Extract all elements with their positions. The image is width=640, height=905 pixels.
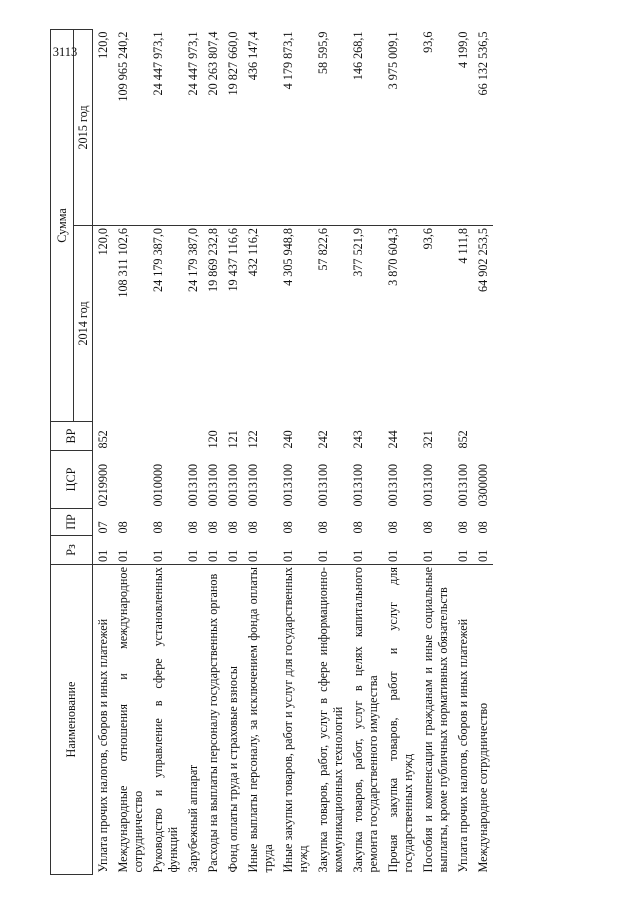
row-2014-cell: 120,0 <box>93 226 114 422</box>
row-name-cell: Зарубежный аппарат <box>183 565 203 875</box>
row-csr-cell: 0013100 <box>226 463 240 507</box>
row-name-cell: Международное сотрудничество <box>473 565 493 875</box>
header-name: Наименование <box>51 565 93 875</box>
row-2015-cell: 4 179 873,1 <box>281 31 295 90</box>
header-csr: ЦСР <box>51 451 93 509</box>
rotated-page <box>50 30 590 875</box>
table-header-row <box>51 29 74 874</box>
row-vr-cell <box>473 422 493 451</box>
row-vr-cell <box>113 422 148 451</box>
row-csr-cell: 0013100 <box>281 463 295 507</box>
row-vr-cell: 852 <box>96 430 110 449</box>
row-2015-cell: 19 827 660,0 <box>226 31 240 96</box>
row-vr-cell: 244 <box>386 430 400 449</box>
row-2015-cell: 146 268,1 <box>351 31 365 81</box>
header-vr: ВР <box>51 422 93 451</box>
row-rz-cell: 01 <box>116 549 130 562</box>
row-2015-cell: 436 147,4 <box>246 31 260 81</box>
table-row <box>313 29 348 874</box>
row-name-cell: Закупка товаров, работ, услуг в целях капитального ремонта государственного имущества <box>348 565 383 875</box>
row-2014-cell: 19 437 116,6 <box>223 226 243 422</box>
row-csr-cell <box>113 451 148 509</box>
table-row <box>148 29 183 874</box>
row-csr-cell: 0013100 <box>246 463 260 507</box>
row-vr-cell <box>183 422 203 451</box>
row-vr-cell: 321 <box>421 430 435 449</box>
row-csr-cell: 0013100 <box>421 463 435 507</box>
row-rz-cell: 01 <box>476 549 490 562</box>
table-row <box>93 29 114 874</box>
budget-table <box>50 29 493 875</box>
row-csr-cell: 0010000 <box>151 463 165 507</box>
row-pr-cell: 07 <box>96 521 110 534</box>
row-pr-cell: 08 <box>351 521 365 534</box>
row-name-cell: Руководство и управление в сфере установленных функций <box>148 565 183 875</box>
table-row <box>243 29 278 874</box>
row-rz-cell: 01 <box>386 549 400 562</box>
row-pr-cell: 08 <box>421 521 435 534</box>
row-rz-cell: 01 <box>226 549 240 562</box>
row-csr-cell: 0013100 <box>386 463 400 507</box>
row-2014-cell: 57 822,6 <box>313 226 348 422</box>
row-pr-cell: 08 <box>456 521 470 534</box>
row-rz-cell: 01 <box>456 549 470 562</box>
row-csr-cell: 0013100 <box>206 463 220 507</box>
row-2015-cell: 3 975 009,1 <box>386 31 400 90</box>
row-2015-cell: 4 199,0 <box>456 31 470 69</box>
row-2015-cell: 24 447 973,1 <box>151 31 165 96</box>
row-vr-cell: 852 <box>456 430 470 449</box>
row-csr-cell: 0013100 <box>316 463 330 507</box>
page-number: 3113 <box>52 45 78 59</box>
row-2014-cell: 432 116,2 <box>243 226 278 422</box>
row-pr-cell: 08 <box>476 521 490 534</box>
table-row <box>383 29 418 874</box>
row-2015-cell: 109 965 240,2 <box>116 31 130 102</box>
table-row <box>473 29 493 874</box>
row-csr-cell: 0013100 <box>186 463 200 507</box>
row-2015-cell: 58 595,9 <box>316 31 330 75</box>
row-rz-cell: 01 <box>316 549 330 562</box>
row-rz-cell: 01 <box>281 549 295 562</box>
row-name-cell: Иные выплаты персоналу, за исключением фонда оплаты труда <box>243 565 278 875</box>
row-name-cell: Уплата прочих налогов, сборов и иных платежей <box>453 565 473 875</box>
row-rz-cell: 01 <box>206 549 220 562</box>
row-pr-cell: 08 <box>116 521 130 534</box>
row-vr-cell: 121 <box>226 430 240 449</box>
row-vr-cell: 242 <box>316 430 330 449</box>
header-year-2015: 2015 год <box>74 29 93 225</box>
row-name-cell: Пособия и компенсации гражданам и иные социальные выплаты, кроме публичных нормативных обязательств <box>418 565 453 875</box>
row-name-cell: Прочая закупка товаров, работ и услуг для государственных нужд <box>383 565 418 875</box>
row-2014-cell: 64 902 253,5 <box>473 226 493 422</box>
table-body <box>93 29 494 874</box>
row-2015-cell: 66 132 536,5 <box>476 31 490 96</box>
row-pr-cell: 08 <box>246 521 260 534</box>
row-rz-cell: 01 <box>96 549 110 562</box>
row-vr-cell: 243 <box>351 430 365 449</box>
table-row <box>113 29 148 874</box>
row-name-cell: Уплата прочих налогов, сборов и иных платежей <box>93 565 114 875</box>
row-pr-cell: 08 <box>281 521 295 534</box>
row-name-cell: Иные закупки товаров, работ и услуг для государственных нужд <box>278 565 313 875</box>
row-2014-cell: 19 869 232,8 <box>203 226 223 422</box>
row-vr-cell: 240 <box>281 430 295 449</box>
row-pr-cell: 08 <box>386 521 400 534</box>
row-pr-cell: 08 <box>316 521 330 534</box>
row-pr-cell: 08 <box>151 521 165 534</box>
row-csr-cell: 0013100 <box>351 463 365 507</box>
table-row <box>278 29 313 874</box>
row-pr-cell: 08 <box>206 521 220 534</box>
table-row <box>418 29 453 874</box>
header-rz: Рз <box>51 536 93 565</box>
table-row <box>348 29 383 874</box>
row-vr-cell: 122 <box>246 430 260 449</box>
row-2015-cell: 120,0 <box>96 31 110 59</box>
row-rz-cell: 01 <box>421 549 435 562</box>
row-2014-cell: 4 305 948,8 <box>278 226 313 422</box>
row-2014-cell: 24 179 387,0 <box>183 226 203 422</box>
row-name-cell: Фонд оплаты труда и страховые взносы <box>223 565 243 875</box>
table-row <box>183 29 203 874</box>
header-year-2014: 2014 год <box>74 226 93 422</box>
row-rz-cell: 01 <box>186 549 200 562</box>
row-csr-cell: 0013100 <box>456 463 470 507</box>
row-rz-cell: 01 <box>246 549 260 562</box>
row-2014-cell: 377 521,9 <box>348 226 383 422</box>
table-row <box>453 29 473 874</box>
row-rz-cell: 01 <box>351 549 365 562</box>
row-name-cell: Расходы на выплаты персоналу государственных органов <box>203 565 223 875</box>
row-2015-cell: 24 447 973,1 <box>186 31 200 96</box>
row-2015-cell: 20 263 807,4 <box>206 31 220 96</box>
row-name-cell: Закупка товаров, работ, услуг в сфере информационно-коммуникационных технологий <box>313 565 348 875</box>
header-sum: Сумма <box>51 29 74 421</box>
row-2014-cell: 93,6 <box>418 226 453 422</box>
row-2014-cell: 4 111,8 <box>453 226 473 422</box>
row-2014-cell: 3 870 604,3 <box>383 226 418 422</box>
row-vr-cell <box>148 422 183 451</box>
row-vr-cell: 120 <box>206 430 220 449</box>
row-2014-cell: 108 311 102,6 <box>113 226 148 422</box>
row-pr-cell: 08 <box>226 521 240 534</box>
row-csr-cell: 0219900 <box>96 463 110 507</box>
row-name-cell: Международные отношения и международное сотрудничество <box>113 565 148 875</box>
table-row <box>223 29 243 874</box>
table-row <box>203 29 223 874</box>
row-pr-cell: 08 <box>186 521 200 534</box>
row-2015-cell: 93,6 <box>421 31 435 53</box>
row-2014-cell: 24 179 387,0 <box>148 226 183 422</box>
row-csr-cell: 0300000 <box>476 463 490 507</box>
header-pr: ПР <box>51 509 93 536</box>
row-rz-cell: 01 <box>151 549 165 562</box>
